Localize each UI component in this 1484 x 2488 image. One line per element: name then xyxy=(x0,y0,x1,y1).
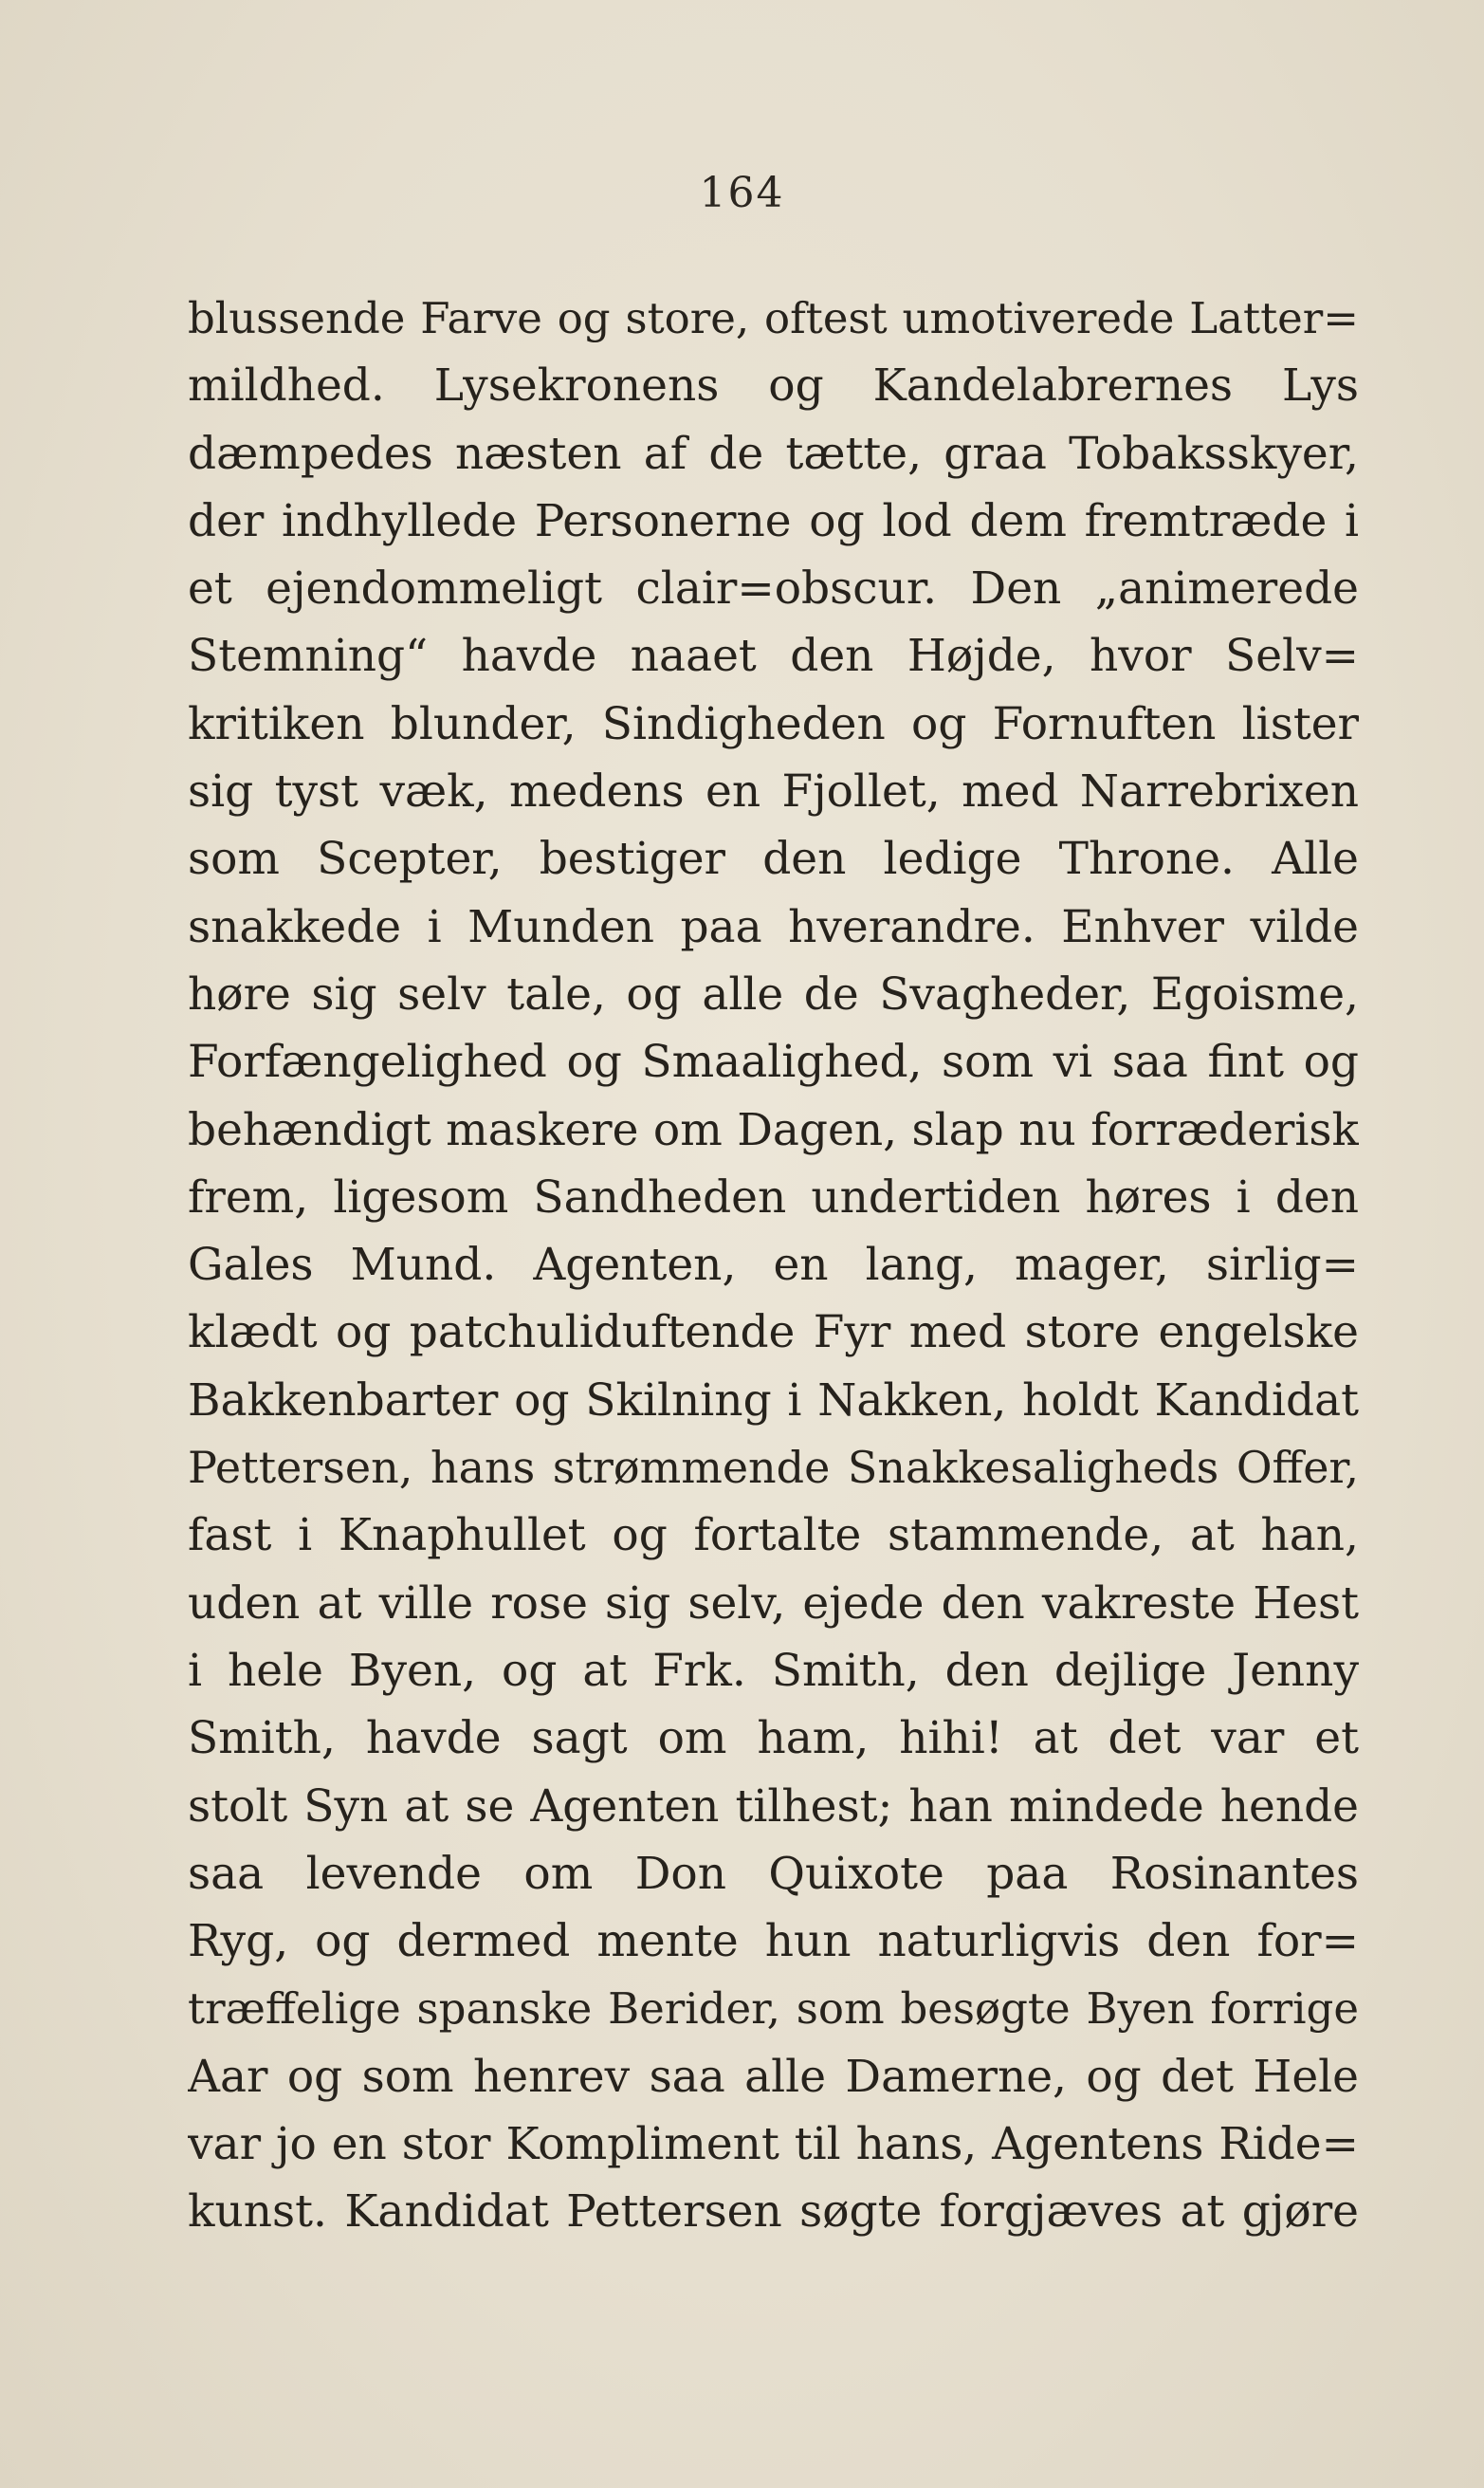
text-line: uden at ville rose sig selv, ejede den vakreste Hest xyxy=(188,1576,1359,1630)
body-text xyxy=(188,285,1359,2246)
text-line: Stemning“ havde naaet den Højde, hvor Selv= xyxy=(188,630,1359,683)
text-line: stolt Syn at se Agenten tilhest; han mindede hende xyxy=(188,1779,1359,1833)
text-line: blussende Farve og store, oftest umotiverede Latter= xyxy=(188,293,1359,343)
text-line: sig tyst væk, medens en Fjollet, med Narrebrixen xyxy=(188,765,1359,819)
text-line: saa levende om Don Quixote paa Rosinantes xyxy=(188,1847,1359,1900)
text-line: Forfængelighed og Smaalighed, som vi saa fint og xyxy=(188,1036,1359,1089)
text-line: dæmpedes næsten af de tætte, graa Tobaksskyer, xyxy=(188,427,1359,480)
text-line: klædt og patchuliduftende Fyr med store engelske xyxy=(188,1306,1359,1359)
text-line: høre sig selv tale, og alle de Svagheder, Egoisme, xyxy=(188,968,1359,1021)
text-line: Pettersen, hans strømmende Snakkesaligheds Offer, xyxy=(188,1442,1359,1494)
text-line: Ryg, og dermed mente hun naturligvis den for= xyxy=(188,1915,1359,1968)
page-number: 164 xyxy=(699,169,785,217)
text-line: snakkede i Munden paa hverandre. Enhver vilde xyxy=(188,900,1359,953)
text-line: kritiken blunder, Sindigheden og Fornuften lister xyxy=(188,697,1359,750)
text-line: var jo en stor Kompliment til hans, Agentens Ride= xyxy=(188,2118,1359,2171)
text-line: behændigt maskere om Dagen, slap nu forræderisk xyxy=(188,1103,1359,1156)
text-line: fast i Knaphullet og fortalte stammende, at han, xyxy=(188,1509,1359,1562)
text-line: Aar og som henrev saa alle Damerne, og det Hele xyxy=(188,2050,1359,2103)
text-line: frem, ligesom Sandheden undertiden høres i den xyxy=(188,1170,1359,1224)
text-line: Bakkenbarter og Skilning i Nakken, holdt Kandidat xyxy=(188,1373,1359,1427)
text-line: kunst. Kandidat Pettersen søgte forgjæves at gjøre xyxy=(188,2185,1359,2239)
text-line: som Scepter, bestiger den ledige Throne. Alle xyxy=(188,833,1359,886)
text-line: Smith, havde sagt om ham, hihi! at det var et xyxy=(188,1712,1359,1765)
text-line: mildhed. Lysekronens og Kandelabrernes Lys xyxy=(188,359,1359,413)
text-line: træffelige spanske Berider, som besøgte Byen forrige xyxy=(188,1983,1359,2035)
text-line: et ejendommeligt clair=obscur. Den „animerede xyxy=(188,562,1359,616)
text-line: i hele Byen, og at Frk. Smith, den dejlige Jenny xyxy=(188,1644,1359,1697)
text-line: der indhyllede Personerne og lod dem fremtræde i xyxy=(188,494,1359,547)
text-line: Gales Mund. Agenten, en lang, mager, sirlig= xyxy=(188,1239,1359,1292)
